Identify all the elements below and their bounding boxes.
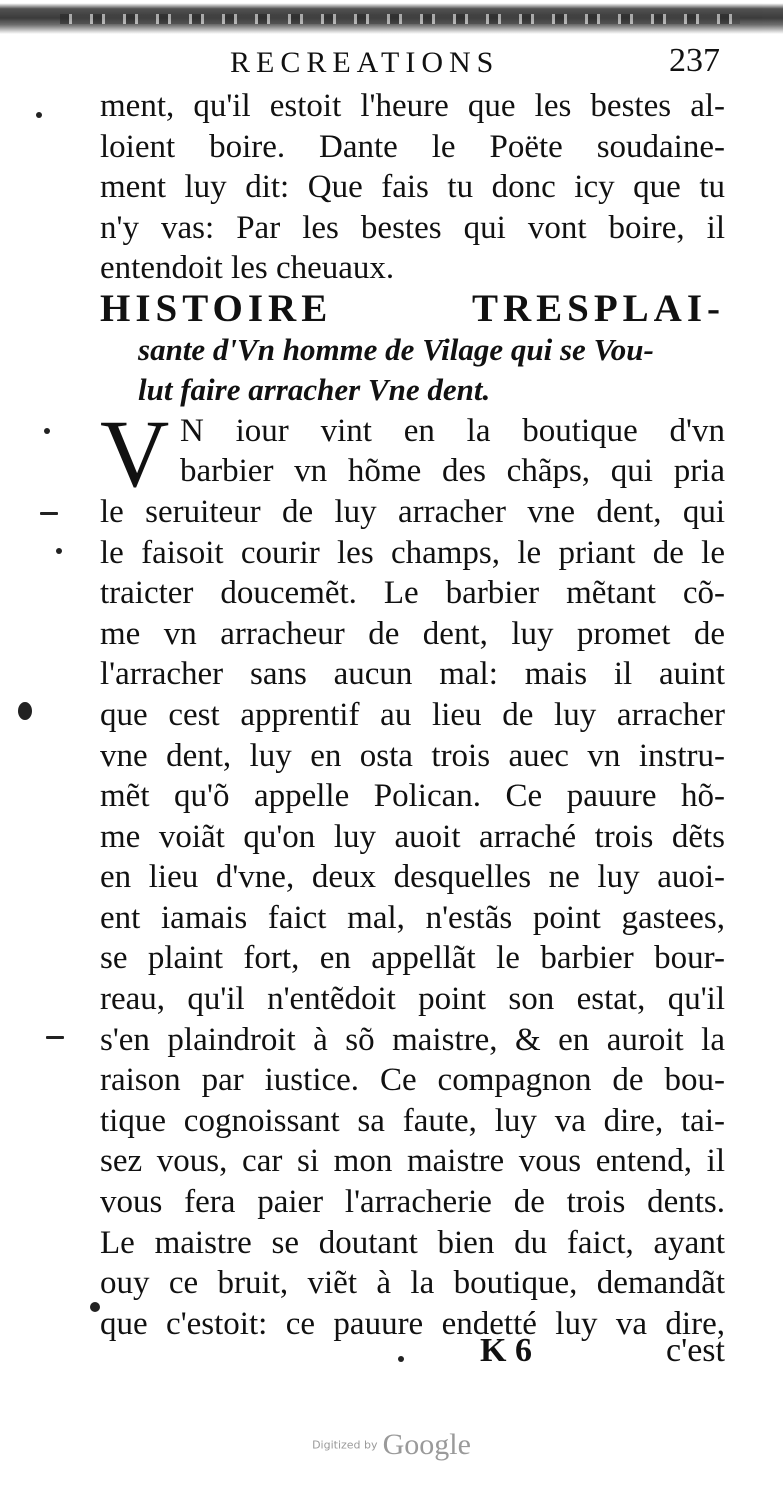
watermark-prefix: Digitized by bbox=[312, 1438, 378, 1452]
margin-speck bbox=[40, 512, 58, 515]
text-line: entendoit les cheuaux. bbox=[100, 250, 395, 287]
text-line: en lieu d'vne, deux desquelles ne luy auoi- bbox=[100, 859, 725, 896]
text-line: ent iamais faict mal, n'estãs point gastees, bbox=[100, 899, 725, 936]
text-line: tique cognoissant sa faute, luy va dire, tai- bbox=[100, 1102, 725, 1139]
margin-speck bbox=[46, 1036, 64, 1039]
section-subheading-line: lut faire arracher Vne dent. bbox=[138, 372, 491, 408]
digitization-watermark bbox=[0, 1428, 783, 1462]
text-line: ouy ce bruit, viẽt à la boutique, demandãt bbox=[100, 1265, 725, 1302]
page-foot bbox=[100, 1332, 725, 1376]
catchword: c'est bbox=[666, 1332, 725, 1369]
text-line: reau, qu'il n'entẽdoit point son estat, qu'il bbox=[100, 981, 725, 1018]
body-text bbox=[100, 86, 725, 1344]
text-line: ment luy dit: Que fais tu donc icy que tu bbox=[100, 169, 725, 206]
page-edge-smear bbox=[0, 0, 783, 40]
text-line: loient boire. Dante le Poëte soudaine- bbox=[100, 128, 725, 165]
text-line: ment, qu'il estoit l'heure que les bestes al- bbox=[100, 88, 725, 124]
margin-speck bbox=[56, 548, 62, 554]
drop-cap-paragraph-start bbox=[100, 399, 725, 507]
text-line: raison par iustice. Ce compagnon de bou- bbox=[100, 1062, 725, 1099]
text-line: vous fera paier l'arracherie de trois dents. bbox=[100, 1184, 725, 1221]
signature-mark: K 6 bbox=[480, 1332, 532, 1369]
text-line: le faisoit courir les champs, le priant de le bbox=[100, 534, 725, 571]
running-head: RECREATIONS bbox=[230, 46, 500, 79]
text-line: n'y vas: Par les bestes qui vont boire, il bbox=[100, 209, 725, 246]
page-number: 237 bbox=[669, 42, 720, 79]
text-line: traicter doucemẽt. Le barbier mẽtant cõ- bbox=[100, 575, 725, 612]
text-line: barbier vn hõme des chãps, qui pria bbox=[180, 453, 725, 490]
margin-speck bbox=[44, 428, 50, 434]
text-line: l'arracher sans aucun mal: mais il auint bbox=[100, 656, 725, 693]
text-line: s'en plaindroit à sõ maistre, & en auroit la bbox=[100, 1021, 725, 1058]
text-line: sez vous, car si mon maistre vous entend, il bbox=[100, 1143, 725, 1180]
text-line: que c'estoit: ce pauure endetté luy va dire, bbox=[100, 1305, 725, 1342]
margin-blot bbox=[18, 702, 32, 720]
text-line: Le maistre se doutant bien du faict, ayant bbox=[100, 1224, 725, 1261]
margin-blot bbox=[90, 1302, 100, 1312]
margin-speck bbox=[398, 1356, 404, 1362]
text-line: me voiãt qu'on luy auoit arraché trois dẽts bbox=[100, 818, 725, 855]
text-line: que cest apprentif au lieu de luy arracher bbox=[100, 696, 725, 733]
text-line: le seruiteur de luy arracher vne dent, qui bbox=[100, 493, 725, 530]
margin-speck bbox=[36, 112, 42, 118]
drop-cap: V bbox=[100, 399, 170, 507]
text-line: vne dent, luy en osta trois auec vn instru- bbox=[100, 737, 725, 774]
text-line: se plaint fort, en appellãt le barbier bour- bbox=[100, 940, 725, 977]
text-line: N iour vint en la boutique d'vn bbox=[180, 412, 725, 449]
section-subheading-line: sante d'Vn homme de Vilage qui se Vou- bbox=[138, 331, 654, 367]
text-line: mẽt qu'õ appelle Polican. Ce pauure hõ- bbox=[100, 778, 725, 815]
watermark-brand: Google bbox=[382, 1428, 471, 1461]
section-heading: HISTOIRE TRESPLAI- bbox=[100, 286, 725, 330]
text-line: me vn arracheur de dent, luy promet de bbox=[100, 615, 725, 652]
